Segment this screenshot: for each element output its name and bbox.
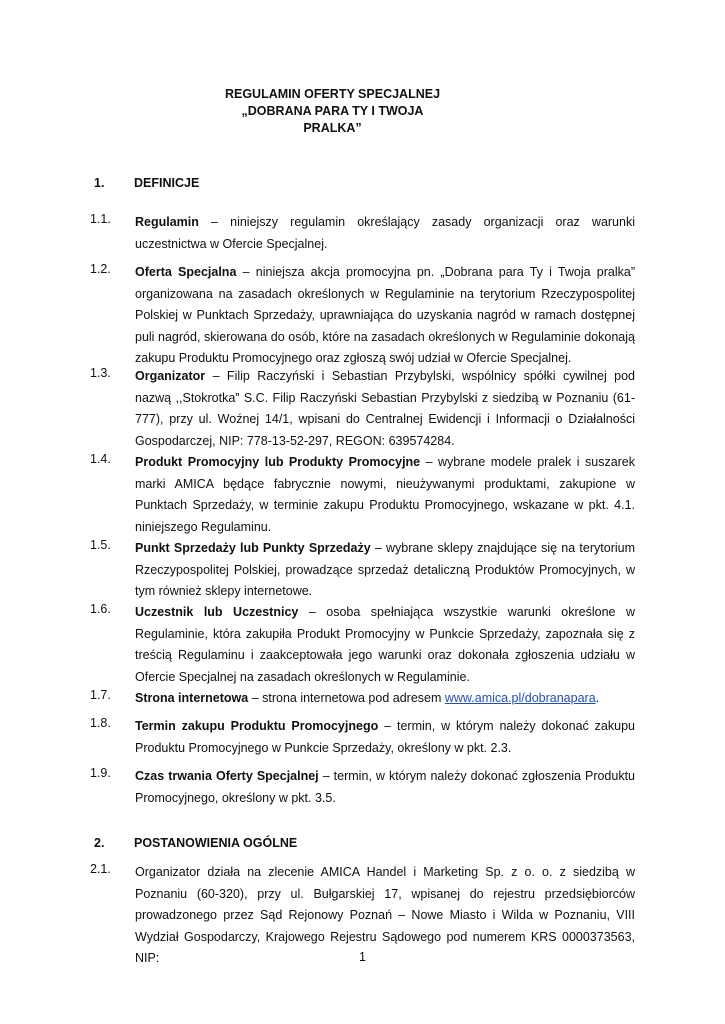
definition-item (90, 602, 635, 688)
title-line-3: PRALKA” (303, 121, 362, 135)
definition-text: – strona internetowa pod adresem (248, 691, 445, 705)
definition-item (90, 716, 635, 759)
definition-term: Organizator (135, 369, 206, 383)
definition-item (90, 262, 635, 370)
section-number: 2. (94, 836, 105, 850)
definition-term: Punkt Sprzedaży lub Punkty Sprzedaży (135, 541, 371, 555)
item-number: 1.8. (90, 716, 111, 730)
definition-item (90, 212, 635, 255)
title-line-2: „DOBRANA PARA TY I TWOJA (241, 104, 424, 118)
definition-term: Produkt Promocyjny lub Produkty Promocyjne (135, 455, 421, 469)
document-title (200, 86, 465, 137)
item-number: 1.2. (90, 262, 111, 276)
definition-term: Termin zakupu Produktu Promocyjnego (135, 719, 379, 733)
definition-text: – niniejsza akcja promocyjna pn. „Dobrana para Ty i Twoja pralka” organizowana na zasadach określonych w Regulaminie na terytorium Rzeczypospolitej Polskiej w Punktach Sprzedaży, uprawniająca do uzyskania nagród w ramach dostępnej puli nagród, skierowana do osób, które na zasadach określonych w Regulaminie dokonają zakupu Produktu Promocyjnego oraz zgłoszą swój udział w Ofercie Specjalnej. (135, 265, 635, 365)
general-text: Organizator działa na zlecenie AMICA Handel i Marketing Sp. z o. o. z siedzibą w Poznaniu (60-320), przy ul. Bułgarskiej 17, wpisanej do rejestru przedsiębiorców prowadzonego przez Sąd Rejonowy Poznań – Nowe Miasto i Wilda w Poznaniu, VIII Wydział Gospodarczy, Krajowego Rejestru Sądowego pod numerem KRS 0000373563, NIP: (135, 865, 635, 965)
definition-item (90, 688, 635, 710)
section-title: DEFINICJE (134, 176, 200, 190)
item-number: 1.3. (90, 366, 111, 380)
page-number: 1 (359, 950, 366, 964)
item-number: 1.7. (90, 688, 111, 702)
item-number: 1.4. (90, 452, 111, 466)
definition-text: – niniejszy regulamin określający zasady organizacji oraz warunki uczestnictwa w Ofercie Specjalnej. (135, 215, 635, 251)
definition-term: Oferta Specjalna (135, 265, 237, 279)
definition-text: – termin, w którym należy dokonać zgłoszenia Produktu Promocyjnego, określony w pkt. 3.5. (135, 769, 636, 805)
definition-text: – wybrane modele pralek i suszarek marki AMICA będące fabrycznie nowymi, nieużywanymi produktami, zakupione w Punktach Sprzedaży, w terminie zakupu Produktu Promocyjnego, wskazane w pkt. 4.1. niniejszego Regulaminu. (135, 455, 636, 534)
definition-text: – termin, w którym należy dokonać zakupu Produktu Promocyjnego w Punkcie Sprzedaży, określony w pkt. 2.3. (135, 719, 635, 755)
definition-item (90, 366, 635, 452)
item-number: 2.1. (90, 862, 111, 876)
definition-term: Czas trwania Oferty Specjalnej (135, 769, 319, 783)
item-number: 1.5. (90, 538, 111, 552)
website-link[interactable]: www.amica.pl/dobranapara (444, 691, 596, 705)
item-number: 1.9. (90, 766, 111, 780)
definition-text: – osoba spełniająca wszystkie warunki określone w Regulaminie, która zakupiła Produkt Promocyjny w Punkcie Sprzedaży, zapoznała się z treścią Regulaminu i zaakceptowała jego warunki oraz dokonała zgłoszenia udziału w Ofercie Specjalnej na zasadach określonych w Regulaminie. (135, 605, 635, 684)
item-number: 1.1. (90, 212, 111, 226)
definition-term: Regulamin (135, 215, 199, 229)
definition-term: Uczestnik lub Uczestnicy (135, 605, 299, 619)
definition-text: – wybrane sklepy znajdujące się na terytorium Rzeczypospolitej Polskiej, prowadzące sprzedaż detaliczną Produktów Promocyjnych, w tym również sklepy internetowe. (135, 541, 635, 598)
definition-term: Strona internetowa (135, 691, 249, 705)
item-number: 1.6. (90, 602, 111, 616)
title-line-1: REGULAMIN OFERTY SPECJALNEJ (224, 87, 441, 101)
definition-item (90, 538, 635, 603)
section-title: POSTANOWIENIA OGÓLNE (134, 836, 298, 850)
definition-item (90, 452, 635, 538)
definition-text-after: . (595, 691, 600, 705)
definition-item (90, 766, 635, 809)
definition-text: – Filip Raczyński i Sebastian Przybylski, wspólnicy spółki cywilnej pod nazwą ,,Stokrotka” S.C. Filip Raczyński Sebastian Przybylski z siedzibą w Poznaniu (61- 777), przy ul. Woźnej 14/1, wpisani do Centralnej Ewidencji i Informacji o Działalności Gospodarczej, NIP: 778-13-52-297, REGON: 639574284. (135, 369, 635, 448)
section-number: 1. (94, 176, 105, 190)
